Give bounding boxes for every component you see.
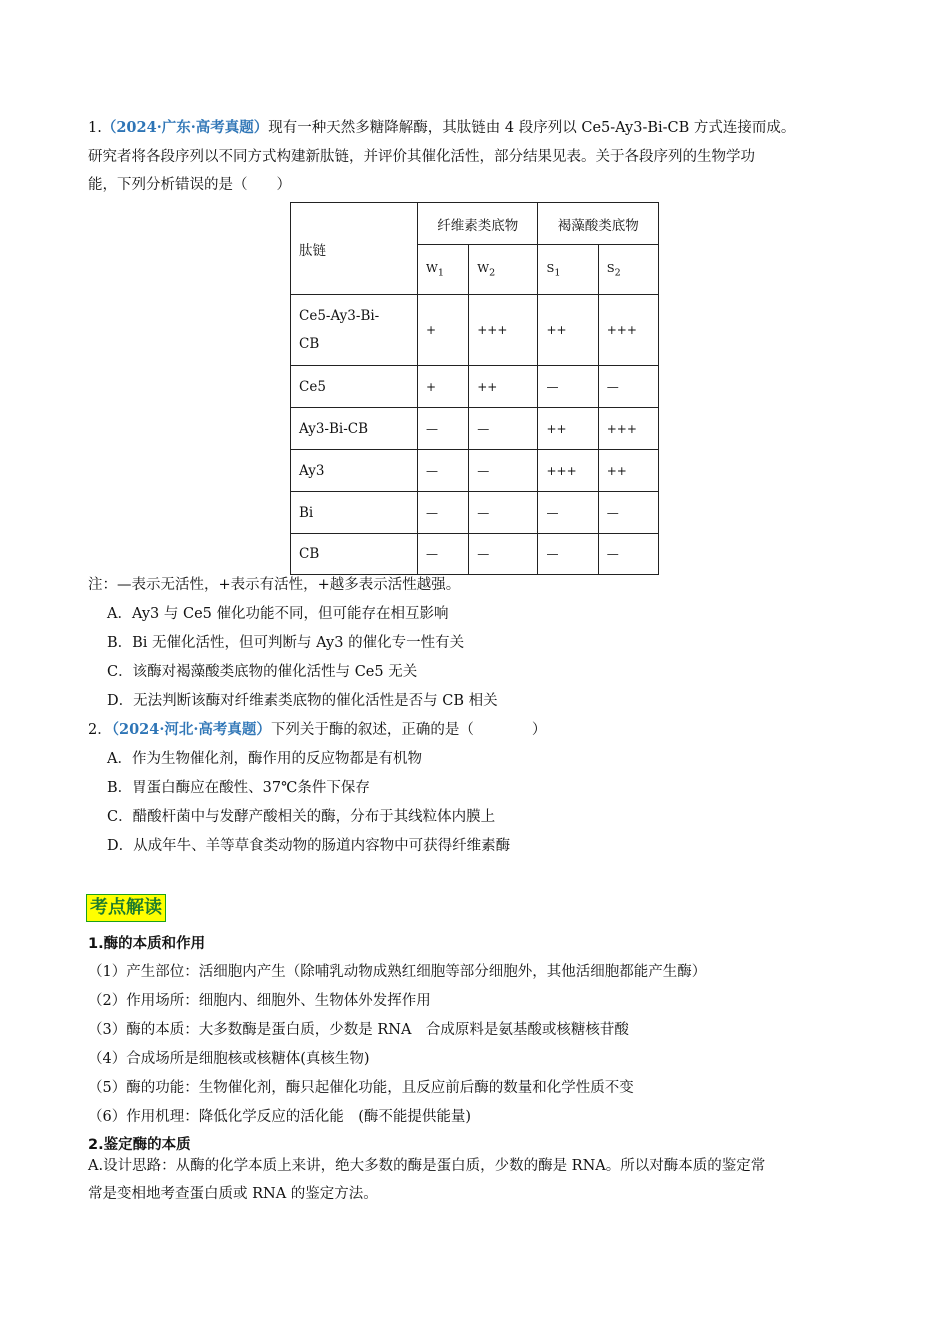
section-paragraph-line2: 常是变相地考查蛋白质或 RNA 的鉴定方法。 [88,1186,378,1202]
q2-source: （2024·河北·高考真题） [111,721,271,738]
table-cell: +++ [538,450,598,492]
q1-number: 1. [88,120,102,136]
table-cell: — [418,492,469,534]
table-cell: + [418,366,469,408]
table-cell: — [418,534,469,575]
table-row-name: Ce5 [291,366,418,408]
table-col-s1: $S_1$ [538,245,598,295]
table-col-s2: $S_2$ [598,245,658,295]
q2-option-a: A．作为生物催化剂，酶作用的反应物都是有机物 [107,751,422,767]
section-heading-2: 2.鉴定酶的本质 [88,1137,191,1153]
section-heading-1: 1.酶的本质和作用 [88,936,206,952]
section-item: （3）酶的本质：大多数酶是蛋白质，少数是 RNA 合成原料是氨基酸或核糖核苷酸 [88,1022,629,1038]
table-cell: +++ [598,295,658,366]
q1-option-d: D．无法判断该酶对纤维素类底物的催化活性是否与 CB 相关 [107,693,498,709]
table-cell: — [598,366,658,408]
table-row-name: Ay3 [291,450,418,492]
key-points-badge: 考点解读 [86,894,166,922]
q2-option-c: C．醋酸杆菌中与发酵产酸相关的酶，分布于其线粒体内膜上 [107,809,496,825]
table-row-name: Bi [291,492,418,534]
table-cell: — [538,534,598,575]
q1-stem-text: 现有一种天然多糖降解酶，其肽链由 4 段序列以 Ce5-Ay3-Bi-CB 方式连接而成。 [268,120,796,136]
q1-table-note: 注：—表示无活性，+表示有活性，+越多表示活性越强。 [88,577,461,593]
q1-option-c: C．该酶对褐藻酸类底物的催化活性与 Ce5 无关 [107,664,418,680]
q2-option-d: D．从成年牛、羊等草食类动物的肠道内容物中可获得纤维素酶 [107,838,511,854]
table-cell: +++ [469,295,538,366]
section-item: （2）作用场所：细胞内、细胞外、生物体外发挥作用 [88,993,431,1009]
table-row [291,450,659,492]
section-item: （1）产生部位：活细胞内产生（除哺乳动物成熟红细胞等部分细胞外，其他活细胞都能产生酶） [88,964,707,980]
table-cell: — [469,408,538,450]
q2-number: 2． [88,722,112,738]
section-paragraph-line1: A.设计思路：从酶的化学本质上来讲，绝大多数的酶是蛋白质，少数的酶是 RNA。所以对酶本质的鉴定常 [88,1158,766,1174]
q1-option-b: B．Bi 无催化活性，但可判断与 Ay3 的催化专一性有关 [107,635,465,651]
section-item: （4）合成场所是细胞核或核糖体(真核生物) [88,1051,370,1067]
table-col-w2: $W_2$ [469,245,538,295]
table-cell: — [538,492,598,534]
q1-source: （2024·广东·高考真题） [101,119,269,136]
table-cell: ++ [538,408,598,450]
table-row [291,534,659,575]
table-cell: — [469,450,538,492]
table-row-name: Ay3-Bi-CB [291,408,418,450]
table-row [291,295,659,366]
q2-stem [88,720,546,740]
table-cell: — [598,534,658,575]
table-cell: ++ [538,295,598,366]
q2-option-b: B．胃蛋白酶应在酸性、37℃条件下保存 [107,780,370,796]
table-cell: — [418,450,469,492]
table-row [291,492,659,534]
section-item: （6）作用机理：降低化学反应的活化能 (酶不能提供能量) [88,1109,472,1125]
table-group-cellulose: 纤维素类底物 [418,203,538,245]
q1-stem-line3: 能，下列分析错误的是（ ） [88,177,291,193]
table-cell: ++ [598,450,658,492]
table-cell: — [418,408,469,450]
table-cell: ++ [469,366,538,408]
table-col-w1: $W_1$ [418,245,469,295]
table-row-name: CB [291,534,418,575]
table-row [291,366,659,408]
q1-option-a: A．Ay3 与 Ce5 催化功能不同，但可能存在相互影响 [107,606,449,622]
table-cell: — [538,366,598,408]
section-item: （5）酶的功能：生物催化剂，酶只起催化功能，且反应前后酶的数量和化学性质不变 [88,1080,634,1096]
peptide-activity-table [290,202,659,575]
q2-stem-text: 下列关于酶的叙述，正确的是（ ） [270,722,547,738]
table-row [291,408,659,450]
table-cell: — [598,492,658,534]
table-cell: +++ [598,408,658,450]
table-cell: + [418,295,469,366]
table-corner-header: 肽链 [291,203,418,295]
table-cell: — [469,492,538,534]
q1-stem-line2: 研究者将各段序列以不同方式构建新肽链，并评价其催化活性，部分结果见表。关于各段序列的生物学功 [88,149,755,165]
table-row-name: Ce5-Ay3-Bi- CB [291,295,418,366]
q1-stem-line1 [88,118,795,138]
table-group-alginate: 褐藻酸类底物 [538,203,659,245]
table-cell: — [469,534,538,575]
